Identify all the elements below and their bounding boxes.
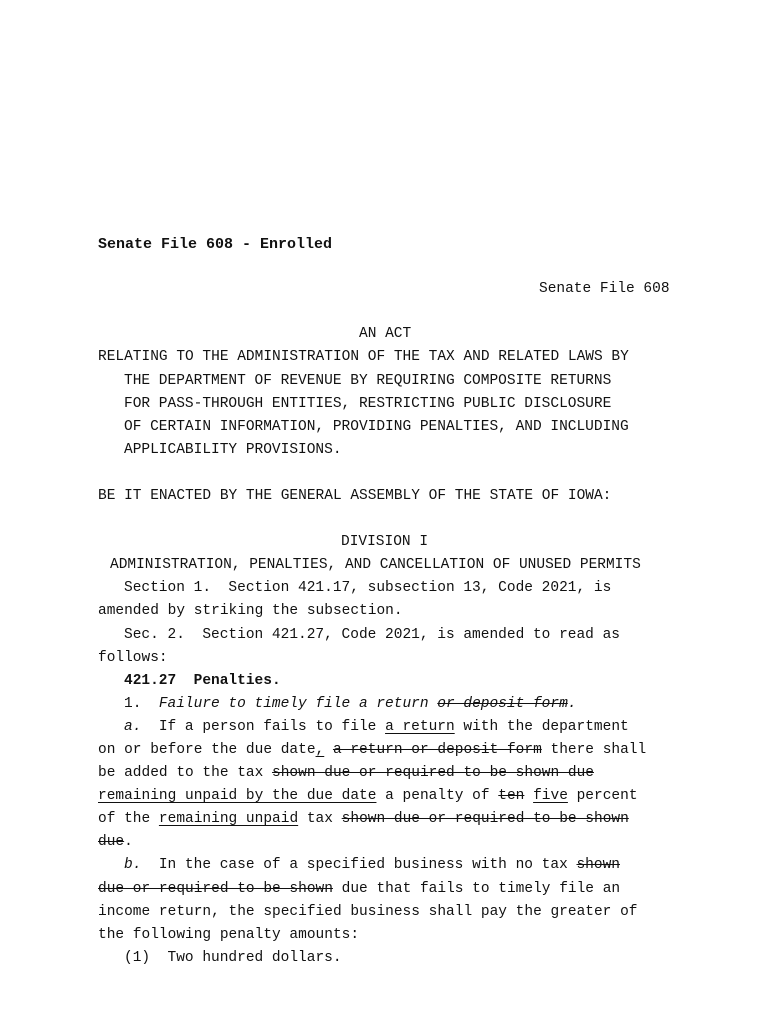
plain-text: percent	[567, 788, 638, 804]
plain-text: due that fails to timely file an	[332, 881, 621, 897]
file-reference: Senate File 608	[539, 281, 670, 297]
inserted-text: ,	[315, 742, 325, 758]
paragraph-1-heading	[124, 695, 577, 713]
title-line-3: FOR PASS-THROUGH ENTITIES, RESTRICTING PUBLIC DISCLOSURE	[124, 396, 612, 412]
inserted-text: a return	[385, 719, 455, 735]
plain-text	[324, 742, 333, 758]
division-title: ADMINISTRATION, PENALTIES, AND CANCELLATION OF UNUSED PERMITS	[110, 557, 641, 573]
inserted-text: remaining unpaid by the due date	[98, 788, 377, 804]
plain-text: be added to the tax	[98, 765, 273, 781]
struck-text: ten	[498, 788, 525, 804]
title-line-2: THE DEPARTMENT OF REVENUE BY REQUIRING COMPOSITE RETURNS	[124, 373, 612, 389]
struck-text: a return or deposit form	[332, 742, 542, 758]
code-section-heading	[124, 672, 281, 690]
struck-text: due or required to be shown	[98, 881, 333, 897]
paragraph-1-number: 1.	[124, 696, 142, 712]
item-text: Two hundred dollars.	[167, 950, 342, 966]
struck-text: shown	[576, 857, 620, 873]
paragraph-a-line-1	[124, 718, 629, 736]
paragraph-a-line-5	[98, 810, 629, 828]
section-2-line-2: follows:	[98, 650, 168, 666]
plain-text: there shall	[541, 742, 647, 758]
paragraph-1-period: .	[567, 696, 577, 712]
paragraph-a-label: a.	[124, 719, 142, 735]
title-line-5: APPLICABILITY PROVISIONS.	[124, 442, 342, 458]
struck-text: shown due or required to be shown due	[272, 765, 594, 781]
paragraph-b-line-3: income return, the specified business shall pay the greater of	[98, 904, 638, 920]
paragraph-b-item-1	[124, 949, 342, 967]
plain-text: with the department	[454, 719, 629, 735]
paragraph-b-line-2	[98, 880, 620, 898]
enacting-clause: BE IT ENACTED BY THE GENERAL ASSEMBLY OF THE STATE OF IOWA:	[98, 488, 612, 504]
item-number: (1)	[124, 950, 151, 966]
section-2-line-1: Sec. 2. Section 421.27, Code 2021, is amended to read as	[124, 627, 620, 643]
plain-text: If a person fails to file	[158, 719, 386, 735]
plain-text: on or before the due date	[98, 742, 316, 758]
inserted-text: five	[533, 788, 568, 804]
struck-text: or deposit form	[437, 696, 568, 712]
division-heading: DIVISION I	[341, 534, 429, 550]
struck-text: shown due or required to be shown	[341, 811, 629, 827]
paragraph-b-line-1	[124, 856, 620, 874]
code-section-number: 421.27	[124, 673, 177, 689]
plain-text: .	[124, 834, 133, 850]
paragraph-1-title: Failure to timely file a return	[158, 696, 429, 712]
plain-text: a penalty of	[376, 788, 499, 804]
plain-text	[524, 788, 533, 804]
act-heading: AN ACT	[359, 326, 412, 342]
paragraph-b-line-4: the following penalty amounts:	[98, 927, 360, 943]
title-line-4: OF CERTAIN INFORMATION, PROVIDING PENALTIES, AND INCLUDING	[124, 419, 629, 435]
section-1-line-2: amended by striking the subsection.	[98, 603, 403, 619]
plain-text: of the	[98, 811, 159, 827]
plain-text: tax	[298, 811, 342, 827]
code-section-title: Penalties.	[193, 673, 281, 689]
title-line-1: RELATING TO THE ADMINISTRATION OF THE TAX AND RELATED LAWS BY	[98, 349, 629, 365]
document-header-title: Senate File 608 - Enrolled	[98, 236, 333, 253]
plain-text: In the case of a specified business with no tax	[158, 857, 577, 873]
paragraph-a-line-6	[98, 833, 133, 851]
paragraph-a-line-2	[98, 741, 646, 759]
paragraph-a-line-3	[98, 764, 594, 782]
inserted-text: remaining unpaid	[158, 811, 299, 827]
paragraph-a-line-4	[98, 787, 638, 805]
paragraph-b-label: b.	[124, 857, 142, 873]
section-1-line-1: Section 1. Section 421.17, subsection 13, Code 2021, is	[124, 580, 612, 596]
struck-text: due	[98, 834, 125, 850]
